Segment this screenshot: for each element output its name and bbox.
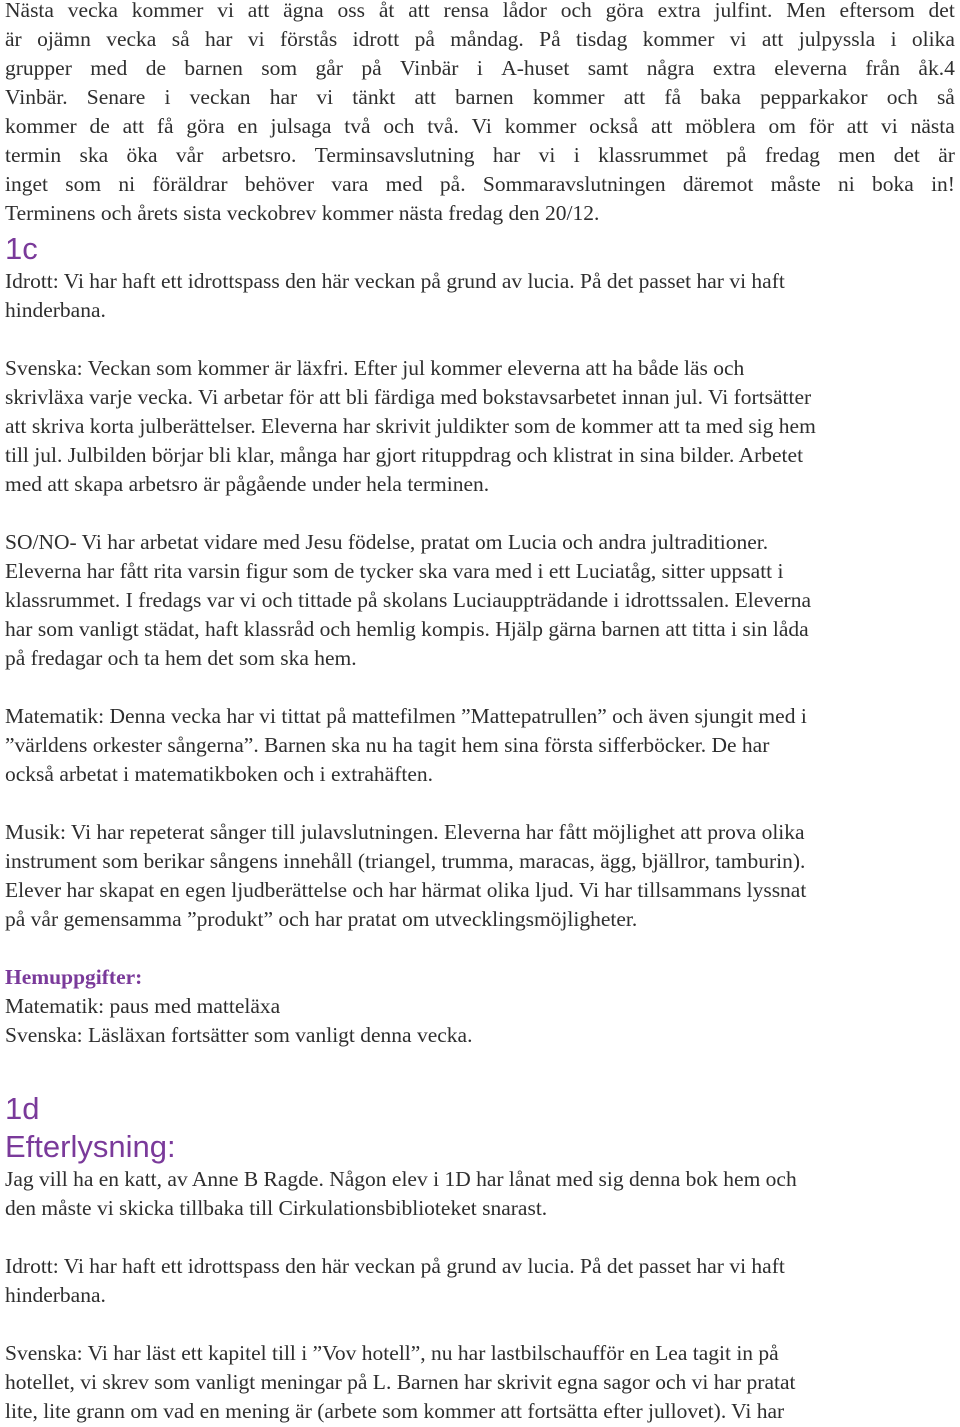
intro-line: Nästa vecka kommer vi att ägna oss åt att rensa lådor och göra extra julfint. Men eftersom det (5, 0, 955, 22)
so-no-line: på fredagar och ta hem det som ska hem. (5, 646, 357, 670)
matematik-line: ”världens orkester sångerna”. Barnen ska nu ha tagit hem sina första sifferböcker. De har (5, 733, 770, 757)
intro-line: inget som ni föräldrar behöver vara med på. Sommaravslutningen däremot måste ni boka in! (5, 172, 955, 196)
musik-line: på vår gemensamma ”produkt” och har pratat om utvecklingsmöjligheter. (5, 907, 638, 931)
idrott-line: Idrott: Vi har haft ett idrottspass den här veckan på grund av lucia. På det passet har vi haft (5, 269, 785, 293)
intro-line: Vinbär. Senare i veckan har vi tänkt att barnen kommer att få baka pepparkakor och så (5, 85, 955, 109)
musik-line: Musik: Vi har repeterat sånger till julavslutningen. Eleverna har fått möjlighet att prova olika (5, 820, 805, 844)
svenska-line: till jul. Julbilden börjar bli klar, många har gjort rituppdrag och klistrat in sina bilder. Arbetet (5, 443, 804, 467)
matematik-line: Matematik: Denna vecka har vi tittat på mattefilmen ”Mattepatrullen” och även sjungit med i (5, 704, 807, 728)
intro-line: Terminens och årets sista veckobrev kommer nästa fredag den 20/12. (5, 201, 600, 225)
svenska-line: Svenska: Veckan som kommer är läxfri. Efter jul kommer eleverna att ha både läs och (5, 356, 745, 380)
so-no-line: har som vanligt städat, haft klassråd och hemlig kompis. Hjälp gärna barnen att titta i sin låda (5, 617, 809, 641)
musik-line: Elever har skapat en egen ljudberättelse och har härmat olika ljud. Vi har tillsammans lyssnat (5, 878, 807, 902)
idrott-line: Idrott: Vi har haft ett idrottspass den här veckan på grund av lucia. På det passet har vi haft (5, 1254, 785, 1278)
svenska-line: skrivläxa varje vecka. Vi arbetar för att bli färdiga med bokstavsarbetet innan jul. Vi fortsätter (5, 385, 812, 409)
intro-line: kommer de att få göra en julsaga två och två. Vi kommer också att möblera om för att vi nästa (5, 114, 955, 138)
efterlysning-line: den måste vi skicka tillbaka till Cirkulationsbiblioteket snarast. (5, 1196, 548, 1220)
efterlysning-heading: Efterlysning: (5, 1129, 176, 1164)
matematik-line: också arbetat i matematikboken och i extrahäften. (5, 762, 434, 786)
so-no-line: klassrummet. I fredags var vi och tittade på skolans Luciauppträdande i idrottssalen. Eleverna (5, 588, 811, 612)
so-no-line: SO/NO- Vi har arbetat vidare med Jesu födelse, pratat om Lucia och andra jultraditioner. (5, 530, 769, 554)
idrott-line: hinderbana. (5, 1283, 106, 1307)
svenska-line: att skriva korta julberättelser. Eleverna har skrivit juldikter som de kommer att ta med sig hem (5, 414, 816, 438)
so-no-line: Eleverna har fått rita varsin figur som de tycker ska vara med i ett Luciatåg, sitter uppsatt i (5, 559, 784, 583)
intro-line: grupper med de barnen som går på Vinbär i A-huset samt några extra eleverna från åk.4 (5, 56, 955, 80)
homework-line: Svenska: Läsläxan fortsätter som vanligt denna vecka. (5, 1023, 473, 1047)
musik-line: instrument som berikar sångens innehåll (triangel, trumma, maracas, ägg, bjällror, tamburin). (5, 849, 806, 873)
homework-title: Hemuppgifter: (5, 965, 143, 989)
efterlysning-line: Jag vill ha en katt, av Anne B Ragde. Någon elev i 1D har lånat med sig denna bok hem och (5, 1167, 797, 1191)
homework-line: Matematik: paus med matteläxa (5, 994, 281, 1018)
idrott-line: hinderbana. (5, 298, 106, 322)
svenska-line: lite, lite grann om vad en mening är (arbete som kommer att fortsätta efter jullovet). Vi har (5, 1399, 785, 1423)
intro-line: är ojämn vecka så har vi förstås idrott på måndag. På tisdag kommer vi att julpyssla i olika (5, 27, 955, 51)
svenska-line: med att skapa arbetsro är pågående under hela terminen. (5, 472, 490, 496)
intro-line: termin ska öka vår arbetsro. Terminsavslutning har vi i klassrummet på fredag men det är (5, 143, 955, 167)
section-heading-1c: 1c (5, 231, 38, 266)
section-heading-1d: 1d (5, 1091, 40, 1126)
svenska-line: Svenska: Vi har läst ett kapitel till i ”Vov hotell”, nu har lastbilschaufför en Lea tagit in på (5, 1341, 779, 1365)
svenska-line: hotellet, vi skrev som vanligt meningar på L. Barnen har skrivit egna sagor och vi har pratat (5, 1370, 796, 1394)
